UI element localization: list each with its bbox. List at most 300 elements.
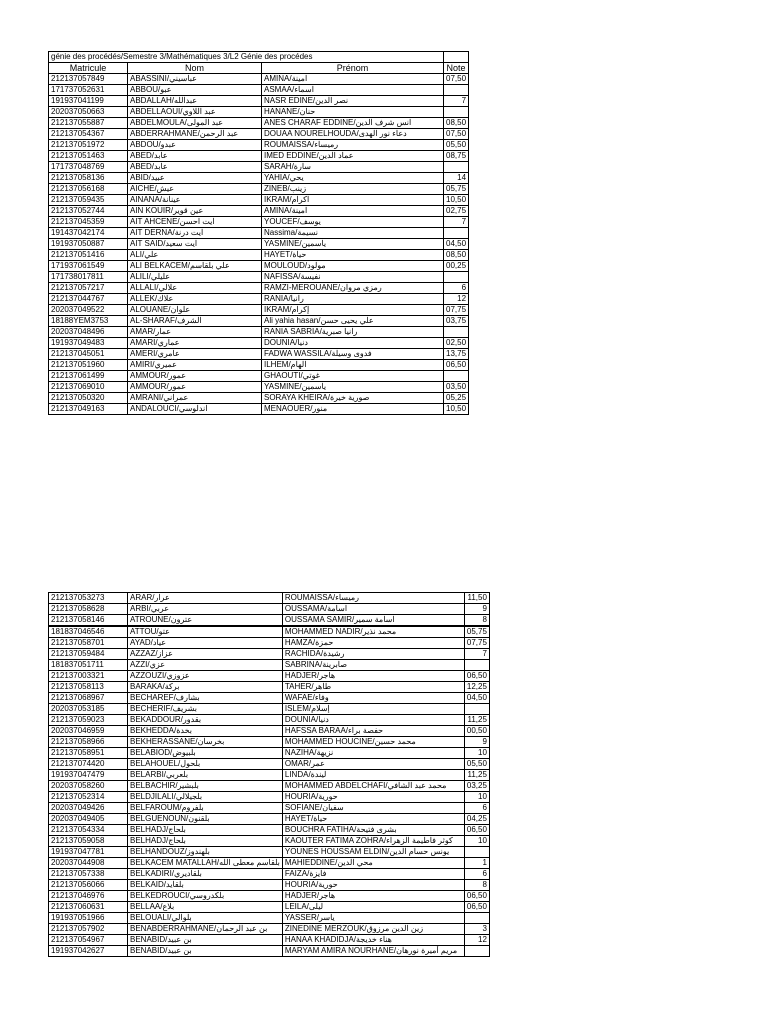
table-row	[49, 349, 469, 360]
prenom-cell: RACHIDA/رشيدة	[282, 649, 464, 660]
prenom-cell: MOULOUD/مولود	[262, 261, 444, 272]
matricule-cell: 212137054334	[49, 825, 128, 836]
matricule-cell: 191937042627	[49, 946, 128, 957]
table-row	[49, 626, 490, 638]
matricule-cell: 212137050320	[49, 393, 128, 404]
note-cell: 04,50	[444, 239, 469, 250]
prenom-cell: OMAR/عمر	[282, 759, 464, 770]
table-row	[49, 118, 469, 129]
matricule-cell: 212137057338	[49, 869, 128, 880]
note-cell: 12,25	[464, 682, 489, 693]
matricule-cell: 191937051966	[49, 913, 128, 924]
nom-cell: BELKADIRI/بلقاديري	[128, 869, 283, 880]
nom-cell: ATROUNE/عترون	[128, 615, 283, 627]
table-row	[49, 283, 469, 294]
nom-cell: BELLAA/بلاع	[128, 902, 283, 913]
column-header-prenom: Prénom	[262, 63, 444, 74]
table-row	[49, 638, 490, 649]
prenom-cell: WAFAE/وفاء	[282, 693, 464, 704]
prenom-cell: ILHEM/الهام	[262, 360, 444, 371]
prenom-cell: HANAA KHADIDJA/هناء خديجة	[282, 935, 464, 946]
prenom-cell: ANES CHARAF EDDINE/انس شرف الدين	[262, 118, 444, 129]
table-row	[49, 294, 469, 305]
note-cell: 11,50	[464, 593, 489, 604]
table-row	[49, 693, 490, 704]
matricule-cell: 212137058628	[49, 604, 128, 615]
table-row	[49, 836, 490, 847]
matricule-cell: 212137057849	[49, 74, 128, 85]
table-row	[49, 393, 469, 404]
note-cell: 02,50	[444, 338, 469, 349]
table-row	[49, 803, 490, 814]
table-row	[49, 682, 490, 693]
matricule-cell: 181837046546	[49, 626, 128, 638]
nom-cell: ABDALLAH/عبدالله	[128, 96, 262, 107]
nom-cell: AMERI/عامري	[128, 349, 262, 360]
note-cell: 10,50	[444, 404, 469, 415]
prenom-cell: IKRAM/إكرام	[262, 305, 444, 316]
nom-cell: AZZI/عزي	[128, 660, 283, 671]
prenom-cell: RANIA SABRIA/رانيا صبرية	[262, 327, 444, 338]
prenom-cell: LINDA/ليندة	[282, 770, 464, 781]
table-row	[49, 593, 490, 604]
note-cell: 14	[444, 173, 469, 184]
table-row	[49, 604, 490, 615]
note-cell	[444, 107, 469, 118]
table-row	[49, 217, 469, 228]
nom-cell: ABBOU/عبو	[128, 85, 262, 96]
prenom-cell: TAHER/طاهر	[282, 682, 464, 693]
nom-cell: ABDOU/عبدو	[128, 140, 262, 151]
nom-cell: AIT DERNA/ايت درنة	[128, 228, 262, 239]
matricule-cell: 191937041199	[49, 96, 128, 107]
prenom-cell: NAZIHA/نزيهة	[282, 748, 464, 759]
note-cell: 08,50	[444, 118, 469, 129]
table-row	[49, 902, 490, 913]
prenom-cell: HAMZA/حمزة	[282, 638, 464, 649]
prenom-cell: HAYET/حياة	[262, 250, 444, 261]
nom-cell: ABED/عابد	[128, 151, 262, 162]
note-cell	[444, 371, 469, 382]
matricule-cell: 212137051972	[49, 140, 128, 151]
matricule-cell: 171738017811	[49, 272, 128, 283]
matricule-cell: 202037044908	[49, 858, 128, 869]
nom-cell: BEKHERASSANE/بخرسان	[128, 737, 283, 748]
nom-cell: ALI/علي	[128, 250, 262, 261]
note-cell: 08,75	[444, 151, 469, 162]
nom-cell: ALOUANE/علوان	[128, 305, 262, 316]
nom-cell: ABED/عابد	[128, 162, 262, 173]
matricule-cell: 212137068967	[49, 693, 128, 704]
prenom-cell: DOUAA NOURELHOUDA/دعاء نور الهدى	[262, 129, 444, 140]
nom-cell: AINANA/عينانة	[128, 195, 262, 206]
prenom-cell: NAFISSA/نفيسة	[262, 272, 444, 283]
prenom-cell: IMED EDDINE/عماد الدين	[262, 151, 444, 162]
matricule-cell: 191937047479	[49, 770, 128, 781]
table-row	[49, 173, 469, 184]
prenom-cell: SARAH/سارة	[262, 162, 444, 173]
prenom-cell: HANANE/حنان	[262, 107, 444, 118]
nom-cell: AMIRI/عميري	[128, 360, 262, 371]
note-cell: 03,25	[464, 781, 489, 792]
note-cell: 10	[464, 836, 489, 847]
table-row	[49, 250, 469, 261]
nom-cell: ALILI/عليلي	[128, 272, 262, 283]
table-row	[49, 726, 490, 737]
table-row	[49, 195, 469, 206]
table-row	[49, 327, 469, 338]
matricule-cell: 171737048769	[49, 162, 128, 173]
matricule-cell: 212137057217	[49, 283, 128, 294]
prenom-cell: Ali yahia hasan/علي يحيى حسن	[262, 316, 444, 327]
table-row	[49, 671, 490, 682]
nom-cell: BELDJILALI/بلجيلالي	[128, 792, 283, 803]
nom-cell: BELARBI/بلعربي	[128, 770, 283, 781]
note-cell: 8	[464, 880, 489, 891]
note-cell: 07,75	[464, 638, 489, 649]
prenom-cell: IKRAM/اكرام	[262, 195, 444, 206]
matricule-cell: 202037058260	[49, 781, 128, 792]
nom-cell: BELBACHIR/بلبشير	[128, 781, 283, 792]
prenom-cell: HAFSSA BARAA/حفصة براء	[282, 726, 464, 737]
matricule-cell: 181837051711	[49, 660, 128, 671]
prenom-cell: MENAOUER/منور	[262, 404, 444, 415]
matricule-cell: 212137003321	[49, 671, 128, 682]
matricule-cell: 212137051960	[49, 360, 128, 371]
note-cell: 12	[464, 935, 489, 946]
note-cell: 6	[464, 869, 489, 880]
nom-cell: BELOUALI/بلوالي	[128, 913, 283, 924]
matricule-cell: 212137051463	[49, 151, 128, 162]
prenom-cell: NASR EDINE/نصر الدين	[262, 96, 444, 107]
nom-cell: AMARI/عماري	[128, 338, 262, 349]
note-cell	[444, 272, 469, 283]
table-row	[49, 382, 469, 393]
note-cell: 05,25	[444, 393, 469, 404]
prenom-cell: HADJER/هاجر	[282, 891, 464, 902]
prenom-cell: MOHAMMED NADIR/محمد نذير	[282, 626, 464, 638]
matricule-cell: 212137058966	[49, 737, 128, 748]
matricule-cell: 212137074420	[49, 759, 128, 770]
nom-cell: BELAHOUEL/بلحول	[128, 759, 283, 770]
matricule-cell: 212137051416	[49, 250, 128, 261]
table-row	[49, 946, 490, 957]
prenom-cell: MAHIEDDINE/محي الدين	[282, 858, 464, 869]
note-cell: 05,75	[464, 626, 489, 638]
nom-cell: BELHANDOUZ/بلهندوز	[128, 847, 283, 858]
matricule-cell: 212137045359	[49, 217, 128, 228]
matricule-cell: 202037053185	[49, 704, 128, 715]
nom-cell: BELKEDROUCI/بلكدروسي	[128, 891, 283, 902]
table-row	[49, 85, 469, 96]
table-row	[49, 338, 469, 349]
matricule-cell: 212137058951	[49, 748, 128, 759]
note-cell: 06,50	[464, 825, 489, 836]
matricule-cell: 212137055887	[49, 118, 128, 129]
note-cell: 13,75	[444, 349, 469, 360]
table-row	[49, 228, 469, 239]
nom-cell: ABDELMOULA/عبد المولى	[128, 118, 262, 129]
nom-cell: AMRANI/عمراني	[128, 393, 262, 404]
note-cell	[464, 704, 489, 715]
note-cell: 07,50	[444, 129, 469, 140]
table-row	[49, 615, 490, 627]
table-row	[49, 107, 469, 118]
nom-cell: ALI BELKACEM/علي بلقاسم	[128, 261, 262, 272]
nom-cell: BENABID/بن عبيد	[128, 935, 283, 946]
nom-cell: ALLEK/علاك	[128, 294, 262, 305]
note-cell: 3	[464, 924, 489, 935]
matricule-cell: 191937047781	[49, 847, 128, 858]
matricule-cell: 212137046976	[49, 891, 128, 902]
note-cell: 02,75	[444, 206, 469, 217]
matricule-cell: 191937049483	[49, 338, 128, 349]
nom-cell: BELKAID/بلقايد	[128, 880, 283, 891]
nom-cell: BENABID/بن عبيد	[128, 946, 283, 957]
table-title-row	[49, 52, 469, 63]
note-cell: 06,50	[444, 360, 469, 371]
table-row	[49, 74, 469, 85]
table-row	[49, 825, 490, 836]
matricule-cell: 212137054967	[49, 935, 128, 946]
table-row	[49, 660, 490, 671]
prenom-cell: AMINA/امينة	[262, 206, 444, 217]
matricule-cell: 212137044767	[49, 294, 128, 305]
note-cell	[444, 327, 469, 338]
prenom-cell: LEILA/ليلى	[282, 902, 464, 913]
table-row	[49, 792, 490, 803]
matricule-cell: 212137059023	[49, 715, 128, 726]
table-row	[49, 869, 490, 880]
nom-cell: AZZOUZI/عزوزي	[128, 671, 283, 682]
prenom-cell: YOUCEF/يوسف	[262, 217, 444, 228]
nom-cell: ABID/عبيد	[128, 173, 262, 184]
matricule-cell: 191937050887	[49, 239, 128, 250]
matricule-cell: 202037049426	[49, 803, 128, 814]
grades-table-part-2	[48, 592, 490, 957]
table-title: génie des procédés/Semestre 3/Mathématiques 3/L2 Génie des procédes	[49, 52, 444, 63]
prenom-cell: ASMAA/اسماء	[262, 85, 444, 96]
matricule-cell: 202037046959	[49, 726, 128, 737]
prenom-cell: YASSER/ياسر	[282, 913, 464, 924]
matricule-cell: 212137053273	[49, 593, 128, 604]
nom-cell: AMMOUR/عمور	[128, 382, 262, 393]
prenom-cell: YOUNES HOUSSAM ELDIN/يونس حسام الدين	[282, 847, 464, 858]
matricule-cell: 202037049405	[49, 814, 128, 825]
note-cell: 10,50	[444, 195, 469, 206]
matricule-cell: 212137059058	[49, 836, 128, 847]
nom-cell: BELGUENOUN/بلقنون	[128, 814, 283, 825]
note-cell: 7	[444, 217, 469, 228]
note-cell	[444, 85, 469, 96]
note-cell	[444, 162, 469, 173]
table-row	[49, 404, 469, 415]
table-row	[49, 96, 469, 107]
matricule-cell: 171737052631	[49, 85, 128, 96]
column-header-nom: Nom	[128, 63, 262, 74]
note-cell: 10	[464, 792, 489, 803]
prenom-cell: ROUMAISSA/رميساء	[262, 140, 444, 151]
prenom-cell: ISLEM/إسلام	[282, 704, 464, 715]
table-body	[49, 74, 469, 415]
prenom-cell: YAHIA/يحي	[262, 173, 444, 184]
matricule-cell: 18188YEM3753	[49, 316, 128, 327]
nom-cell: BECHAREF/بشارف	[128, 693, 283, 704]
note-cell: 00,50	[464, 726, 489, 737]
table-row	[49, 371, 469, 382]
nom-cell: ANDALOUCI/اندلوسي	[128, 404, 262, 415]
matricule-cell: 171937061549	[49, 261, 128, 272]
prenom-cell: HAYET/حياة	[282, 814, 464, 825]
prenom-cell: DOUNIA/دنيا	[282, 715, 464, 726]
note-cell: 7	[464, 649, 489, 660]
table-row	[49, 748, 490, 759]
prenom-cell: SABRINA/صابرينة	[282, 660, 464, 671]
prenom-cell: HADJER/هاجر	[282, 671, 464, 682]
table-row	[49, 935, 490, 946]
note-cell: 03,75	[444, 316, 469, 327]
note-cell: 06,50	[464, 902, 489, 913]
nom-cell: BEKADDOUR/بقدور	[128, 715, 283, 726]
column-header-matricule: Matricule	[49, 63, 128, 74]
table-row	[49, 880, 490, 891]
matricule-cell: 212137058701	[49, 638, 128, 649]
table-row	[49, 770, 490, 781]
nom-cell: BELKACEM MATALLAH/بلقاسم معطى الله	[128, 858, 283, 869]
table-row	[49, 162, 469, 173]
matricule-cell: 212137054367	[49, 129, 128, 140]
note-cell: 05,50	[464, 759, 489, 770]
table-row	[49, 781, 490, 792]
note-cell: 6	[464, 803, 489, 814]
nom-cell: BECHERIF/بشريف	[128, 704, 283, 715]
note-cell: 04,50	[464, 693, 489, 704]
table-row	[49, 206, 469, 217]
table-row	[49, 272, 469, 283]
table-row	[49, 140, 469, 151]
table-row	[49, 847, 490, 858]
matricule-cell: 212137045051	[49, 349, 128, 360]
note-cell: 8	[464, 615, 489, 627]
prenom-cell: OUSSAMA SAMIR/اسامة سمير	[282, 615, 464, 627]
prenom-cell: MOHAMMED ABDELCHAFI/محمد عبد الشافي	[282, 781, 464, 792]
nom-cell: BELHADJ/بلحاج	[128, 825, 283, 836]
nom-cell: AICHE/عيش	[128, 184, 262, 195]
note-cell: 11,25	[464, 715, 489, 726]
table-row	[49, 151, 469, 162]
nom-cell: BELABIOD/بلبيوض	[128, 748, 283, 759]
prenom-cell: FADWA WASSILA/فدوى وسيلة	[262, 349, 444, 360]
nom-cell: AL-SHARAF/الشرف	[128, 316, 262, 327]
nom-cell: BELHADJ/بلحاج	[128, 836, 283, 847]
note-cell: 07,50	[444, 74, 469, 85]
nom-cell: AIT AHCENE/ايت احسن	[128, 217, 262, 228]
note-cell: 05,50	[444, 140, 469, 151]
note-cell: 04,25	[464, 814, 489, 825]
nom-cell: AIT SAID/ايت سعيد	[128, 239, 262, 250]
note-cell: 07,75	[444, 305, 469, 316]
prenom-cell: DOUNIA/دنيا	[262, 338, 444, 349]
prenom-cell: MOHAMMED HOUCINE/محمد حسين	[282, 737, 464, 748]
note-cell	[444, 228, 469, 239]
nom-cell: ARBI/عربي	[128, 604, 283, 615]
matricule-cell: 212137056168	[49, 184, 128, 195]
prenom-cell: ROUMAISSA/رميساء	[282, 593, 464, 604]
column-header-note: Note	[444, 63, 469, 74]
grades-table-part-1	[48, 51, 469, 415]
prenom-cell: RANIA/رانيا	[262, 294, 444, 305]
note-cell: 12	[444, 294, 469, 305]
table-row	[49, 649, 490, 660]
table-row	[49, 913, 490, 924]
table-row	[49, 316, 469, 327]
prenom-cell: AMINA/امينة	[262, 74, 444, 85]
matricule-cell: 212137056066	[49, 880, 128, 891]
column-header-row	[49, 63, 469, 74]
note-cell	[464, 946, 489, 957]
prenom-cell: Nassima/نسيمة	[262, 228, 444, 239]
note-cell: 6	[444, 283, 469, 294]
nom-cell: BEKHEDDA/بخدة	[128, 726, 283, 737]
table-row	[49, 129, 469, 140]
nom-cell: ARAR/عرار	[128, 593, 283, 604]
matricule-cell: 202037049522	[49, 305, 128, 316]
matricule-cell: 212137069010	[49, 382, 128, 393]
table-row	[49, 184, 469, 195]
prenom-cell: YASMINE/ياسمين	[262, 382, 444, 393]
note-cell	[464, 660, 489, 671]
note-cell	[464, 847, 489, 858]
note-cell: 1	[464, 858, 489, 869]
prenom-cell: ZINEDINE MERZOUK/زين الدين مرزوق	[282, 924, 464, 935]
prenom-cell: SOFIANE/سفيان	[282, 803, 464, 814]
prenom-cell: HOURIA/حورية	[282, 880, 464, 891]
matricule-cell: 212137059435	[49, 195, 128, 206]
nom-cell: AMMOUR/عمور	[128, 371, 262, 382]
table-row	[49, 305, 469, 316]
table-row	[49, 715, 490, 726]
matricule-cell: 191437042174	[49, 228, 128, 239]
note-cell: 9	[464, 737, 489, 748]
note-cell: 06,50	[464, 671, 489, 682]
note-cell: 00,25	[444, 261, 469, 272]
prenom-cell: SORAYA KHEIRA/صورية خيرة	[262, 393, 444, 404]
nom-cell: ABASSINI/عباسيني	[128, 74, 262, 85]
table-body	[49, 593, 490, 957]
table-row	[49, 261, 469, 272]
note-cell: 7	[444, 96, 469, 107]
prenom-cell: FAIZA/فايزة	[282, 869, 464, 880]
table-row	[49, 704, 490, 715]
note-cell: 11,25	[464, 770, 489, 781]
nom-cell: BENABDERRAHMANE/بن عبد الرحمان	[128, 924, 283, 935]
note-cell: 08,50	[444, 250, 469, 261]
table-row	[49, 814, 490, 825]
table-row	[49, 858, 490, 869]
prenom-cell: YASMINE/ياسمين	[262, 239, 444, 250]
matricule-cell: 212137059484	[49, 649, 128, 660]
nom-cell: AZZAZ/عزاز	[128, 649, 283, 660]
note-cell: 9	[464, 604, 489, 615]
matricule-cell: 202037050663	[49, 107, 128, 118]
note-cell: 10	[464, 748, 489, 759]
nom-cell: ABDERRAHMANE/عبد الرحمن	[128, 129, 262, 140]
note-cell: 06,50	[464, 891, 489, 902]
table-row	[49, 891, 490, 902]
table-row	[49, 737, 490, 748]
prenom-cell: HOURIA/حورية	[282, 792, 464, 803]
table-row	[49, 239, 469, 250]
